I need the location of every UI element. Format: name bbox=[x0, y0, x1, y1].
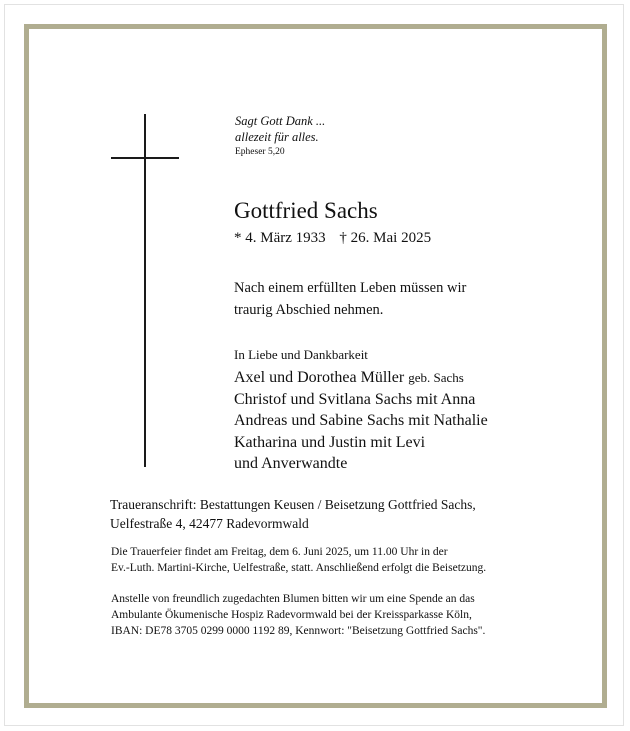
verse-line-2: allezeit für alles. bbox=[235, 130, 319, 144]
death-date: † 26. Mai 2025 bbox=[339, 230, 432, 246]
donation-info bbox=[111, 591, 485, 639]
address-line-1: Traueranschrift: Bestattungen Keusen / Beisetzung Gottfried Sachs, bbox=[110, 497, 476, 512]
mourners-intro: In Liebe und Dankbarkeit bbox=[234, 347, 368, 362]
donation-line-2: Ambulante Ökumenische Hospiz Radevormwald bei der Kreissparkasse Köln, bbox=[111, 609, 472, 621]
mourner-row bbox=[234, 367, 488, 389]
bible-verse bbox=[235, 113, 325, 145]
verse-line-1: Sagt Gott Dank ... bbox=[235, 114, 326, 128]
message-line-1: Nach einem erfüllten Leben müssen wir bbox=[234, 280, 467, 296]
farewell-message bbox=[234, 277, 534, 321]
deceased-name: Gottfried Sachs bbox=[234, 198, 378, 223]
mourner-row: Christof und Svitlana Sachs mit Anna bbox=[234, 390, 476, 408]
cross-icon bbox=[144, 114, 146, 467]
mourning-address bbox=[110, 495, 476, 533]
mourner-row: Andreas und Sabine Sachs mit Nathalie bbox=[234, 412, 488, 429]
ceremony-info bbox=[111, 544, 486, 576]
life-dates bbox=[234, 230, 441, 247]
address-line-2: Uelfestraße 4, 42477 Radevormwald bbox=[110, 516, 309, 531]
mourners-list bbox=[234, 367, 488, 475]
verse-reference: Epheser 5,20 bbox=[235, 147, 285, 157]
mourner-suffix: geb. Sachs bbox=[408, 370, 464, 385]
mourner-row: und Anverwandte bbox=[234, 455, 348, 472]
donation-line-3: IBAN: DE78 3705 0299 0000 1192 89, Kennwort: "Beisetzung Gottfried Sachs". bbox=[111, 625, 486, 637]
mourner-row: Katharina und Justin mit Levi bbox=[234, 433, 426, 451]
ceremony-line-2: Ev.-Luth. Martini-Kirche, Uelfestraße, statt. Anschließend erfolgt die Beisetzung. bbox=[111, 562, 487, 574]
message-line-2: traurig Abschied nehmen. bbox=[234, 302, 384, 318]
ceremony-line-1: Die Trauerfeier findet am Freitag, dem 6. Juni 2025, um 11.00 Uhr in der bbox=[111, 546, 448, 558]
birth-date: * 4. März 1933 bbox=[234, 230, 326, 246]
donation-line-1: Anstelle von freundlich zugedachten Blumen bitten wir um eine Spende an das bbox=[111, 593, 475, 605]
cross-icon-bar bbox=[111, 157, 179, 159]
mourner-name: Axel und Dorothea Müller bbox=[234, 369, 405, 386]
